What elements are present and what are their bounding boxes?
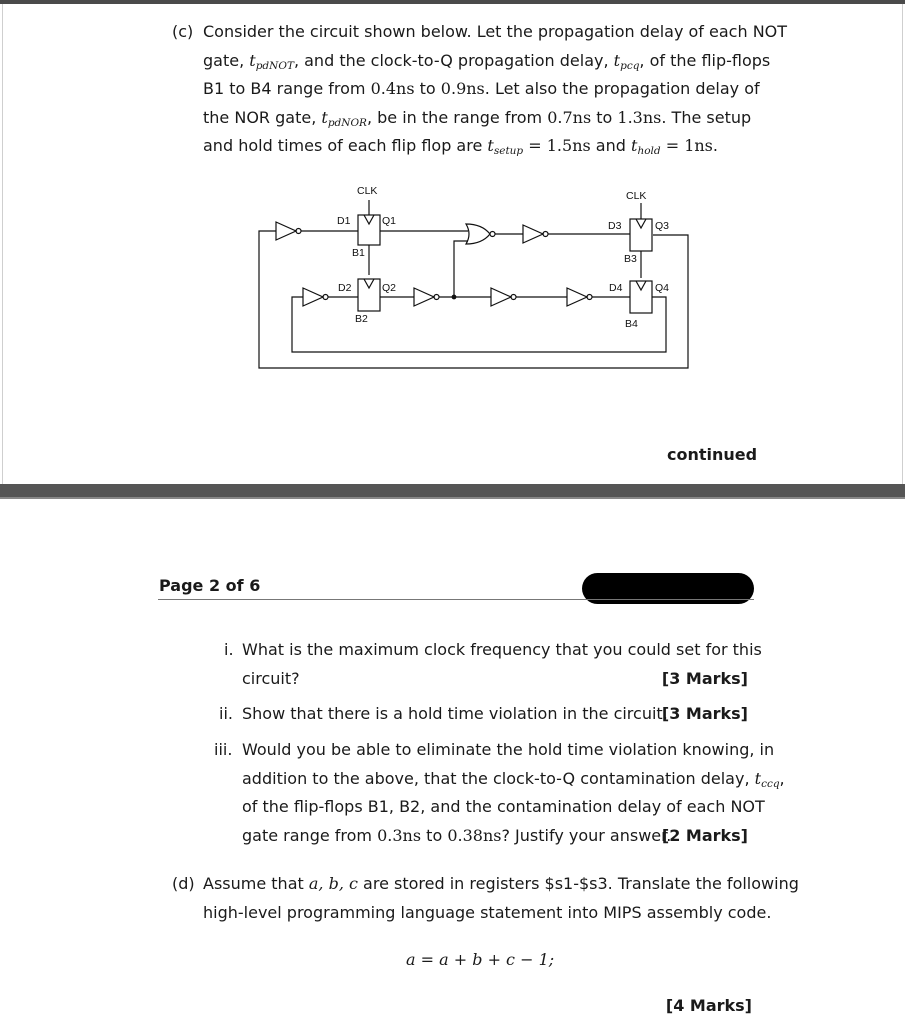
d1-label: D1 (337, 215, 351, 227)
q-ii-marks: [3 Marks] (661, 704, 748, 723)
part-d-equation: a = a + b + c − 1; (406, 950, 555, 969)
q-i-number: i. (224, 640, 234, 659)
part-c-label: (c) (172, 22, 194, 41)
junction-dot (452, 295, 457, 300)
part-c-line-2: gate, $t_{pdNOT}$, and the clock-to-Q propagation delay, $t_{pcq}$, of the flip-flops (203, 50, 771, 72)
nor-gate (466, 224, 490, 244)
wire-q3-feedback (259, 231, 688, 368)
q-iii-number: iii. (214, 740, 233, 759)
d4-label: D4 (609, 282, 623, 294)
part-c-line-4: the NOR gate, $t_{pdNOR}$, be in the range from 0.7ns to 1.3ns. The setup (203, 107, 752, 129)
q-iii-line-1: Would you be able to eliminate the hold time violation knowing, in (242, 740, 775, 759)
page-number: Page 2 of 6 (159, 576, 261, 595)
b2-label: B2 (355, 313, 368, 325)
part-d-text (172, 870, 799, 1020)
not-gate-3 (414, 288, 434, 306)
flip-flop-b2 (358, 279, 380, 311)
part-c-line-3: B1 to B4 range from 0.4ns to 0.9ns. Let also the propagation delay of (203, 79, 760, 99)
q-i-marks: [3 Marks] (661, 668, 748, 688)
clk-label-left: CLK (357, 185, 378, 197)
q-iii-marks: [2 Marks] (661, 825, 748, 845)
wire-q4-feedback (292, 297, 666, 352)
q-ii-number: ii. (219, 704, 233, 723)
part-d-line-1: Assume that a, b, c are stored in registers $s1-$s3. Translate the following (203, 874, 799, 893)
part-c-line-1: Consider the circuit shown below. Let the propagation delay of each NOT (203, 22, 788, 41)
not-gate-2 (303, 288, 323, 306)
q1-label: Q1 (382, 215, 397, 227)
q2-label: Q2 (382, 282, 397, 294)
page-separator (0, 484, 905, 498)
continued-label: continued (667, 445, 758, 464)
flip-flop-b4 (630, 281, 652, 313)
clk-label-right: CLK (626, 190, 647, 202)
q-i-line-2: circuit? (242, 668, 300, 688)
flip-flop-b3 (630, 219, 652, 251)
circuit-diagram (250, 176, 700, 376)
not-gate-1 (276, 222, 296, 240)
b1-label: B1 (352, 247, 365, 259)
part-c-text (172, 18, 788, 168)
d2-label: D2 (338, 282, 352, 294)
b4-label: B4 (625, 318, 638, 330)
question-list (214, 636, 785, 856)
q-iii-line-3: of the flip-flops B1, B2, and the contamination delay of each NOT (242, 797, 765, 817)
q-iii-line-4: gate range from 0.3ns to 0.38ns? Justify your answer. (242, 825, 672, 845)
flip-flop-b1 (358, 215, 380, 245)
part-d-line-2: high-level programming language statement into MIPS assembly code. (203, 902, 772, 922)
not-gate-4 (523, 225, 543, 243)
q-i-line-1: What is the maximum clock frequency that you could set for this (242, 640, 762, 659)
not-gate-5 (491, 288, 511, 306)
d3-label: D3 (608, 220, 622, 232)
q4-label: Q4 (655, 282, 670, 294)
q-ii-line-1: Show that there is a hold time violation in the circuit. (242, 704, 668, 723)
part-d-marks: [4 Marks] (665, 996, 752, 1015)
b3-label: B3 (624, 253, 637, 265)
part-d-label: (d) (172, 874, 195, 893)
part-c-line-5: and hold times of each flip flop are $t_{setup} = 1.5ns$ and $t_{hold} = 1ns$. (203, 136, 718, 158)
header-rule (158, 599, 754, 600)
q-iii-line-2: addition to the above, that the clock-to-Q contamination delay, $t_{ccq}$, (242, 768, 785, 790)
not-gate-6 (567, 288, 587, 306)
q3-label: Q3 (655, 220, 670, 232)
